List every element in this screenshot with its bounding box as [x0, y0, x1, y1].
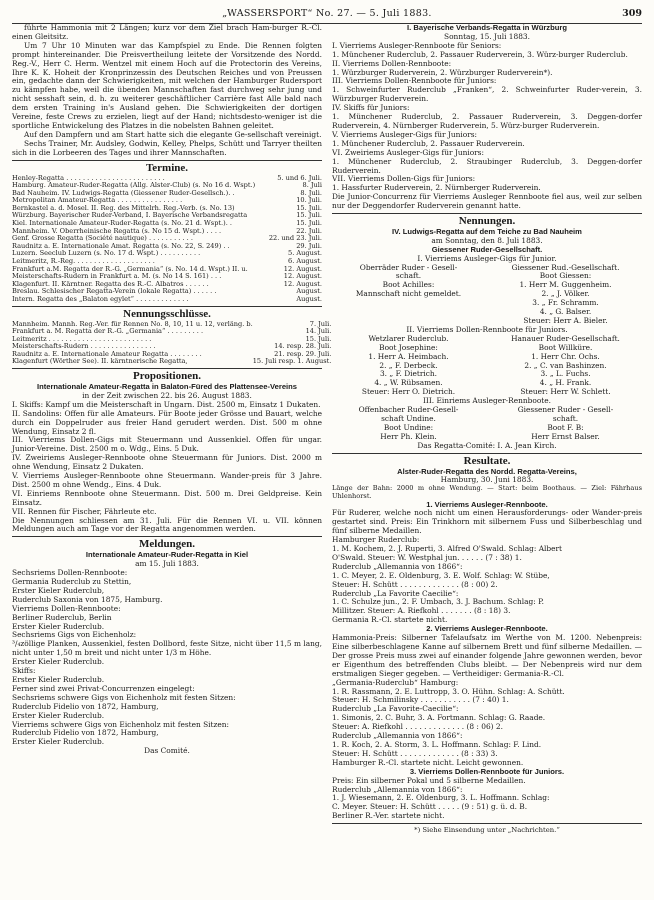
event-cell: Breslau. Schlesischer Regatta-Verein (lokale Regatta) . . . . . .: [12, 287, 217, 296]
date-cell: 5. und 6. Juli.: [277, 173, 322, 182]
event-cell: Leitmeritz . . . . . . . . . . . . . . . . . . . . . . . . .: [12, 334, 152, 343]
list-item: Sechsriems Dollen-Rennboote:: [12, 568, 128, 578]
date-cell: 15. Juli.: [296, 203, 322, 212]
result-line: Hamburger Ruderclub:: [332, 535, 420, 545]
result-line: 1. R. Koch, 2. A. Storm, 3. L. Hoffmann. Schlag: F. Lind.: [332, 739, 542, 749]
table-row: [12, 296, 322, 304]
race-heading: I. Vierriems Ausleger-Gigs für Junior.: [417, 253, 557, 263]
list-item: Die Junior-Concurrenz für Vierriems Ausleger Rennboote fiel aus, weil zur selben nur der Deggendorfer Ruderverein genannt hatte.: [332, 192, 642, 211]
event-cell: Leitmeritz, R.-Reg. . . . . . . . . . . . . . . . . . . .: [12, 257, 155, 266]
result-line: Steuer: H. Schütt . . . . . . . . . . . . . (8 : 33) 3.: [332, 748, 498, 758]
list-item: VI. Einriems Rennboote ohne Steuermann. Dist. 500 m. Drei Geldpreise. Kein Einsatz.: [12, 488, 322, 507]
footnote: *) Siehe Einsendung unter „Nachrichten.“: [414, 826, 560, 835]
date-cell: 22. Juli.: [296, 226, 322, 235]
event-cell: Meisterschafts-Rudern . . . . . . . . . . . . . . . .: [12, 342, 156, 351]
date-cell: 7. Juli.: [309, 319, 332, 328]
divider: [12, 306, 322, 307]
entry-line: Wetzlarer Ruderclub.: [368, 333, 449, 343]
nennungen-heading: Nennungen.: [458, 215, 516, 228]
result-line: Ruderclub „Allemannia von 1866“:: [332, 784, 463, 794]
date-cell: 15. Juli resp. 1. August.: [252, 357, 332, 366]
divider: [332, 213, 642, 214]
resultate-date: Hamburg, 30. Juni 1883.: [440, 475, 534, 485]
event-cell: Intern. Regatta des „Balaton egylet“ . . . . . . . . . . . . .: [12, 295, 189, 303]
list-item: 1. Münchener Ruderclub, 2. Straubinger Ruderclub, 3. Deggen-dorfer Ruderverein.: [332, 156, 642, 175]
entry-line: 3. „ F. Dietrich.: [379, 369, 438, 379]
wuerzburg-heading: I. Bayerische Verbands-Regatta in Würzburg: [407, 23, 567, 32]
propositionen-subheading: Internationale Amateur-Regatta in Balaton-Füred des Plattensee-Vereins: [36, 381, 298, 391]
result-line: 1. J. Wiesemann, 2. E. Oldenburg, 3. L. Hoffmann. Schlag:: [332, 793, 550, 803]
race-heading: III. Einriems Ausleger-Rennboote.: [423, 396, 551, 406]
date-cell: 15. Juli.: [305, 334, 332, 343]
date-cell: 12. August.: [283, 272, 322, 281]
result-line: 1. Simonis, 2. C. Buhr, 3. A. Fortmann. Schlag: G. Raade.: [332, 713, 546, 723]
table-row: [12, 358, 331, 366]
list-item: 1. Münchener Ruderclub, 2. Passauer Ruderverein, 3. Würz-burger Ruderclub.: [332, 49, 628, 59]
nennungen-date: am Sonntag, den 8. Juli 1883.: [431, 235, 543, 245]
event-cell: Frankfurt a.M. Regatta der R.-G. „Germania“ (s. No. 14 d. Wspt.) II. u.: [12, 264, 248, 273]
result-line: 1. C. Schulze jun., 2. F. Umbach, 3. J. Bachum. Schlag: P.: [332, 597, 544, 607]
left-column: [12, 23, 332, 835]
paragraph: Auf den Dampfern und am Start hatte sich die elegante Ge-sellschaft vereinigt.: [24, 129, 322, 139]
list-item: III. Vierriems Dollen-Gigs mit Steuermann und Aussenkiel. Offen für ungar. Junior-Vereine. Dist. 2500 m o. Wdg., Eins. 5 Duk.: [12, 435, 322, 454]
entry-line: 4. „ G. Balser.: [539, 307, 592, 317]
paragraph: Um 7 Uhr 10 Minuten war das Kampfspiel zu Ende. Die Rennen folgten prompt hintereinander. Die Preisvertheilung leitete der Vorsitzende des Nordd. Reg.-V., Herr C. Herm. Wentzel mit einem Hoch auf die Protectorin des Vereins, Ihre K. K. Hoheit der Kronprinzessin des Deutschen Reiches und von Preussen ein, gedachte dann der Schwierigkeiten, mit welchen der Hamburger Rudersport zu kämpfen habe, weil die übenden Mannschaften fast durchweg sehr jung und nicht sesshaft sein, d. h. zu weiterer geschäftlicher Carrière fast Alle bald nach dem ersten Training in's Ausland gehen. Die Schwierigkeiten der dortigen Vereine, feste Crews zu erzielen, liegt auf der Hand; nichtsdesto-weniger ist die sportliche Entwickelung des Platzes in die nobelsten Bahnen geleitet.: [12, 40, 322, 130]
list-item: I. Vierriems Ausleger-Rennboote für Seniors:: [332, 40, 502, 50]
race-heading: II. Vierriems Dollen-Rennboote für Juniors.: [406, 324, 568, 334]
list-item: 1. Hassfurter Ruderverein, 2. Nürnberger Ruderverein.: [332, 183, 541, 193]
termine-table: [12, 175, 322, 304]
propositionen-heading: Propositionen.: [133, 370, 201, 383]
event-cell: Luzern. Seeclub Luzern (s. No. 17 d. Wspt.) . . . . . . . . . .: [12, 249, 201, 258]
result-line: Steuer: H. Schütt . . . . . . . . . . . . . (8 : 00) 2.: [332, 579, 498, 589]
event-cell: Kiel. Internationale Amateur-Ruder-Regatta (s. No. 21 d. Wspt.). .: [12, 219, 233, 228]
list-item: Ruderclub Fidelio von 1872, Hamburg,: [12, 701, 159, 711]
result-line: Hammonia-Preis: Silberner Tafelaufsatz im Werthe von M. 1200. Nebenpreis: Eine silberbeschlagene Kanne auf silbernem Brett und fünf silberne Medaillen. — Der grosse Preis muss zwei auf einander folgende Jahre gewonnen werden, bevor er Eigenthum des betreffenden Clubs bleibt. — Der Nebenpreis wird nur dem erstmaligen Sieger gegeben. — Vertheidiger: Germania-R.-Cl.: [332, 633, 642, 678]
entry-line: schaft.: [395, 271, 422, 281]
date-cell: 14. Juli.: [305, 327, 332, 336]
entry-line: Mannschaft nicht gemeldet.: [355, 289, 462, 299]
race2-heading: 2. Vierriems Ausleger-Rennboote.: [426, 624, 548, 634]
date-cell: 12. August.: [283, 264, 322, 273]
meldungen-heading: Meldungen.: [139, 538, 195, 551]
date-cell: 21. resp. 29. Juli.: [274, 349, 332, 358]
entry-line: Oberräder Ruder - Gesell-: [359, 262, 458, 272]
result-line: C. Meyer. Steuer: H. Schütt . . . . . (9 : 51) g. ü. d. B.: [332, 802, 528, 812]
entry-line: Hanauer Ruder-Gesellschaft.: [511, 333, 620, 343]
event-cell: Bernkastel a. d. Mosel. II. Reg. des Mittelrh. Reg.-Verb. (s. No. 13): [12, 203, 235, 212]
race2-results: [332, 634, 642, 768]
meldungen-subheading: Internationale Amateur-Ruder-Regatta in Kiel: [85, 550, 249, 560]
date-cell: 14. resp. 28. Juli.: [274, 342, 332, 351]
date-cell: August.: [296, 287, 322, 296]
date-cell: 6. August.: [288, 257, 322, 266]
propositionen-date: in der Zeit zwischen 22. bis 26. August 1883.: [82, 390, 252, 400]
entry-line: 4. „ W. Rübsamen.: [374, 378, 443, 388]
divider: [332, 453, 642, 454]
event-cell: Mannheim. V. Oberrheinische Regatta (s. No 15 d. Wspt.) . . . .: [12, 226, 222, 235]
list-item: Sechsriems schwere Gigs von Eichenholz mit festen Sitzen:: [12, 692, 236, 702]
event-cell: Henley-Regatta . . . . . . . . . . . . . . . . . . . . . . . .: [12, 173, 165, 182]
event-cell: Klagenfurt. II. Kärntner. Regatta des R.-C. Albatros . . . . . .: [12, 279, 209, 288]
race3-heading: 3. Vierriems Dollen-Rennboote für Juniors.: [409, 766, 565, 776]
race1-results: [332, 509, 642, 625]
event-cell: Raudnitz a. E. Internationale Amateur Regatta . . . . . . . .: [12, 349, 202, 358]
entry-line: 2. „ C. van Bashinzen.: [524, 360, 607, 370]
result-line: „Germania-Ruderclub“ Hamburg:: [332, 677, 459, 687]
result-line: O'Swald. Steuer: W. Westphal jun. . . . . . (7 : 38) 1.: [332, 552, 522, 562]
divider: [12, 536, 322, 537]
event-cell: Würzburg. Bayerischer Ruder-Verband, I. Bayerische Verbandsregatta: [12, 211, 248, 220]
list-item: Germania Ruderclub zu Stettin,: [12, 577, 132, 586]
entry-line: 2. „ F. Derbeck.: [379, 360, 438, 370]
list-item: II. Sandolins: Offen für alle Amateurs. Für Boote jeder Grösse und Bauart, welche durch ein Doppelruder aus freier Hand gerudert werden. Dist. 500 m ohne Wendung, Einsatz 2 fl.: [12, 408, 322, 436]
entry-line: Herr Ernst Balser.: [531, 431, 600, 441]
entry-right: [485, 406, 642, 442]
divider: [12, 368, 322, 369]
list-item: 1. Münchener Ruderclub, 2. Passauer Ruderverein, 3. Deggen-dorfer Ruderverein, 4. Nürnberger Ruderverein, 5. Würz-burger Ruderverein.: [332, 112, 642, 130]
list-item: Ruderclub Saxonia von 1875, Hamburg.: [12, 594, 163, 604]
event-cell: Mannheim. Mannh. Reg.-Ver. für Rennen No. 8, 10, 11 u. 12, verläng. b.: [12, 319, 253, 328]
entry-left: [332, 406, 485, 442]
list-item: 1. Schweinfurter Ruderclub „Franken“, 2. Schweinfurter Ruder-verein, 3. Würzburger Ruderverein.: [332, 85, 642, 104]
divider: [332, 823, 642, 824]
list-item: VII. Vierriems Dollen-Gigs für Juniors:: [332, 174, 476, 184]
list-item: Die Nennungen schliessen am 31. Juli. Für die Rennen VI. u. VII. können Meldungen auch am Tage vor der Regatta angenommen werden.: [12, 515, 322, 534]
event-cell: Raudnitz a. E. Internationale Amat. Regatta (s. No. 22, S. 249) . .: [12, 241, 230, 250]
entry-line: schaft.: [552, 413, 579, 423]
result-line: Für Ruderer, welche noch nicht um einen Herausforderungs- oder Wander-preis gestartet sind. Preis: Ein Trinkhorn mit silbernem Fuss und Silberbeschlag und fünf silberne Medaillen.: [332, 508, 642, 536]
entry-line: Boot Achilles:: [382, 280, 435, 290]
result-line: Preis: Ein silberner Pokal und 5 silberne Medaillen.: [332, 775, 526, 785]
event-cell: Frankfurt a. M. Regatta der R.-G. „Germania“ . . . . . . . . .: [12, 327, 204, 336]
entry-line: Boot Josephine:: [379, 342, 438, 352]
nennungsschluesse-heading: Nennungsschlüsse.: [123, 307, 211, 320]
comite-signature: Das Comité.: [144, 746, 190, 756]
list-item: ³/₄zöllige Planken, Aussenkiel, festen Dollbord, feste Sitze, nicht über 11,5 m lang, nicht unter 1,50 m breit und nicht unter 1/3 m Höhe.: [12, 639, 322, 658]
result-line: Steuer: A. Riefkohl . . . . . . . . . . . . . (8 : 06) 2.: [332, 722, 503, 732]
event-cell: Bad Nauheim. IV. Ludwigs-Regatta (Giessener Ruder-Gesellsch.). .: [12, 188, 235, 197]
entry-line: 3. „ Fr. Schramm.: [532, 298, 599, 308]
race1-heading: 1. Vierriems Ausleger-Rennboote.: [426, 499, 548, 509]
nennungen-signature: Das Regatta-Comité: I. A. Jean Kirch.: [417, 440, 557, 450]
event-cell: Hamburg. Amateur-Ruder-Regatta (Allg. Alster-Club) (s. No 16 d. Wspt.): [12, 181, 256, 190]
list-item: V. Vierriems Ausleger-Rennboote ohne Steuermann. Wander-preis für 3 Jahre. Dist. 2500 m ohne Wendg., Eins. 4 Duk.: [12, 471, 322, 489]
date-cell: 15. Juli.: [296, 219, 322, 228]
event-cell: Metropolitan Amateur-Regatta . . . . . . . . . . . . . . . .: [12, 196, 183, 205]
result-line: Ruderclub „La Favorite-Caecilie“:: [332, 704, 459, 714]
list-item: I. Skiffs: Kampf um die Meisterschaft in Ungarn. Dist. 2500 m, Einsatz 1 Dukaten.: [12, 399, 321, 409]
entry-line: Boot F. B:: [547, 422, 584, 432]
entry-line: 1. Herr M. Guggenheim.: [519, 280, 612, 290]
entry-line: Boot Willküre.: [538, 342, 593, 352]
entry-line: Steuer: Herr W. Schlett.: [520, 387, 611, 397]
running-head: „WASSERSPORT“ No. 27. — 5. Juli 1883.: [222, 8, 432, 19]
race3-results: [332, 777, 642, 822]
entry-left: [332, 264, 485, 326]
entry-line: Offenbacher Ruder-Gesell-: [358, 405, 459, 415]
entry-line: 1. Herr A. Heimbach.: [368, 351, 449, 361]
right-column: [332, 24, 642, 835]
list-item: IV. Skiffs für Juniors:: [332, 103, 410, 113]
divider: [12, 160, 322, 161]
date-cell: 10. Juli.: [296, 196, 322, 205]
list-item: IV. Zweiriems Ausleger-Rennboote ohne Steuermann für Juniors. Dist. 2000 m ohne Wendung, Einsatz 2 Dukaten.: [12, 453, 322, 472]
list-item: 1. Münchener Ruderclub, 2. Passauer Ruderverein.: [332, 138, 525, 148]
result-line: Ruderclub „La Favorite Caecilie“:: [332, 588, 459, 598]
entry-line: Herr Ph. Klein.: [380, 431, 437, 441]
event-cell: Meisterschafts-Rudern in Frankfurt a. M. (s. No 14 S. 161) . . .: [12, 272, 222, 281]
entry-right: [485, 335, 642, 397]
entry-line: 1. Herr Chr. Ochs.: [531, 351, 600, 361]
result-line: Hamburger R.-Cl. startete nicht. Leicht gewonnen.: [332, 757, 524, 767]
entry-line: Steuer: Herr A. Bieler.: [523, 316, 608, 325]
list-item: Ruderclub Fidelio von 1872, Hamburg,: [12, 728, 159, 738]
date-cell: 22. und 23. Juli.: [268, 234, 322, 243]
result-line: 1. C. Meyer, 2. E. Oldenburg, 3. E. Wolf. Schlag: W. Stübe,: [332, 570, 550, 580]
list-item: VI. Zweiriems Ausleger-Gigs für Juniors:: [332, 147, 484, 157]
date-cell: 5. August.: [288, 249, 322, 258]
list-item: II. Vierriems Dollen-Rennboote:: [332, 58, 452, 68]
propositionen-list: [12, 401, 322, 535]
event-cell: Genf. Grosse Regatta (Société nautique) . . . . . . . . . . .: [12, 234, 193, 243]
date-cell: 29. Juli.: [296, 241, 322, 250]
paragraph: führte Hammonia mit 2 Längen; kurz vor dem Ziel brach Ham-burger R.-Cl. einen Gleitsitz.: [12, 23, 322, 41]
entry-line: Steuer: Herr O. Dietrich.: [361, 387, 456, 397]
list-item: Vierriems schwere Gigs von Eichenholz mit festen Sitzen:: [12, 719, 229, 729]
wuerzburg-date: Sonntag, 15. Juli 1883.: [444, 31, 530, 41]
entry-line: 2. „ J. Völker.: [541, 289, 590, 299]
entry-line: Giessener Ruder - Gesell-: [517, 405, 614, 415]
list-item: Erster Kieler Ruderclub.: [12, 621, 105, 631]
date-cell: 12. August.: [283, 279, 322, 288]
list-item: Ferner sind zwei Privat-Concurrenzen eingelegt:: [12, 683, 195, 693]
list-item: Erster Kieler Ruderclub.: [12, 657, 105, 667]
list-item: Erster Kieler Ruderclub.: [12, 737, 105, 747]
date-cell: 8. Juli: [302, 181, 322, 190]
entry-line: Boot Giessen:: [539, 271, 592, 281]
event-cell: Klagenfurt (Wörther See). II. kärntnerische Regatta,: [12, 357, 188, 366]
intro-text: [12, 24, 322, 158]
race-entries: [332, 406, 642, 442]
date-cell: 15. Juli.: [296, 211, 322, 220]
result-line: Germania R.-Cl. startete nicht.: [332, 615, 448, 625]
date-cell: 8. Juli.: [300, 188, 322, 197]
list-item: Berliner Ruderclub, Berlin: [12, 612, 112, 622]
result-line: Ruderclub „Allemannia von 1866“:: [332, 731, 463, 741]
race-entries: [332, 335, 642, 397]
entry-line: schaft Undine.: [381, 413, 436, 423]
entry-line: Giessener Rud.-Gesellschaft.: [511, 262, 620, 272]
list-item: Sechsriems Gigs von Eichenholz:: [12, 630, 137, 640]
entry-right: [485, 264, 642, 326]
page-number: 309: [622, 8, 642, 19]
result-line: 1. M. Kochem, 2. J. Ruperti, 3. Alfred O'Swald. Schlag: Albert: [332, 544, 563, 554]
date-cell: August.: [296, 295, 322, 303]
list-item: Erster Kieler Ruderclub.: [12, 710, 105, 720]
nennungen-organizer: Giessener Ruder-Gesellschaft.: [431, 244, 543, 254]
entry-line: 3. „ L. Fuchs.: [540, 369, 591, 379]
list-item: Erster Kieler Ruderclub.: [12, 674, 105, 684]
meldungen-list: [12, 569, 322, 747]
entry-line: 4. „ H. Frank.: [539, 378, 592, 388]
resultate-course: Länge der Bahn: 2000 m ohne Wendung. — Start: beim Boothaus. — Ziel: Fährhaus Uhlenhorst.: [332, 484, 642, 500]
result-line: Millitzer. Steuer: A. Riefkohl . . . . . . . (8 : 18) 3.: [332, 606, 511, 616]
nennungsschluesse-table: [12, 321, 331, 367]
result-line: Berliner R.-Ver. startete nicht.: [332, 811, 445, 821]
list-item: III. Vierriems Dollen-Rennboote für Juniors:: [332, 76, 497, 86]
race-entries: [332, 264, 642, 326]
list-item: Erster Kieler Ruderclub,: [12, 585, 105, 595]
list-item: VII. Rennen für Fischer, Fährleute etc.: [12, 506, 157, 516]
list-item: 1. Würzburger Ruderverein, 2. Würzburger Ruderverein*).: [332, 67, 553, 77]
paragraph: Sechs Trainer, Mr. Audsley, Godwin, Kelley, Phelps, Schütt und Tarryer theilten sich in die Lorbeeren des Tages und ihrer Mannschaften.: [12, 138, 322, 157]
list-item: Vierriems Dollen-Rennboote:: [12, 603, 121, 613]
termine-heading: Termine.: [145, 161, 189, 174]
entry-line: Boot Undine:: [383, 422, 434, 432]
list-item: Skiffs:: [12, 666, 36, 676]
list-item: V. Vierriems Ausleger-Gigs für Juniors:: [332, 129, 478, 139]
result-line: Steuer: H. Schmilinsky . . . . . . . . . . . (7 : 40) 1.: [332, 695, 509, 705]
resultate-subheading: Alster-Ruder-Regatta des Nordd. Regatta-Vereins,: [397, 466, 577, 476]
resultate-heading: Resultate.: [463, 454, 511, 467]
meldungen-date: am 15. Juli 1883.: [135, 559, 199, 569]
entry-left: [332, 335, 485, 397]
page-header: [12, 8, 642, 22]
result-line: 1. R. Rassmann, 2. E. Luttropp, 3. O. Hühn. Schlag: A. Schütt.: [332, 686, 565, 696]
nennungen-subheading: IV. Ludwigs-Regatta auf dem Teiche zu Bad Nauheim: [392, 226, 582, 236]
columns: [12, 24, 642, 835]
result-line: Ruderclub „Allemannia von 1866“:: [332, 561, 463, 571]
wuerzburg-list: [332, 42, 642, 211]
